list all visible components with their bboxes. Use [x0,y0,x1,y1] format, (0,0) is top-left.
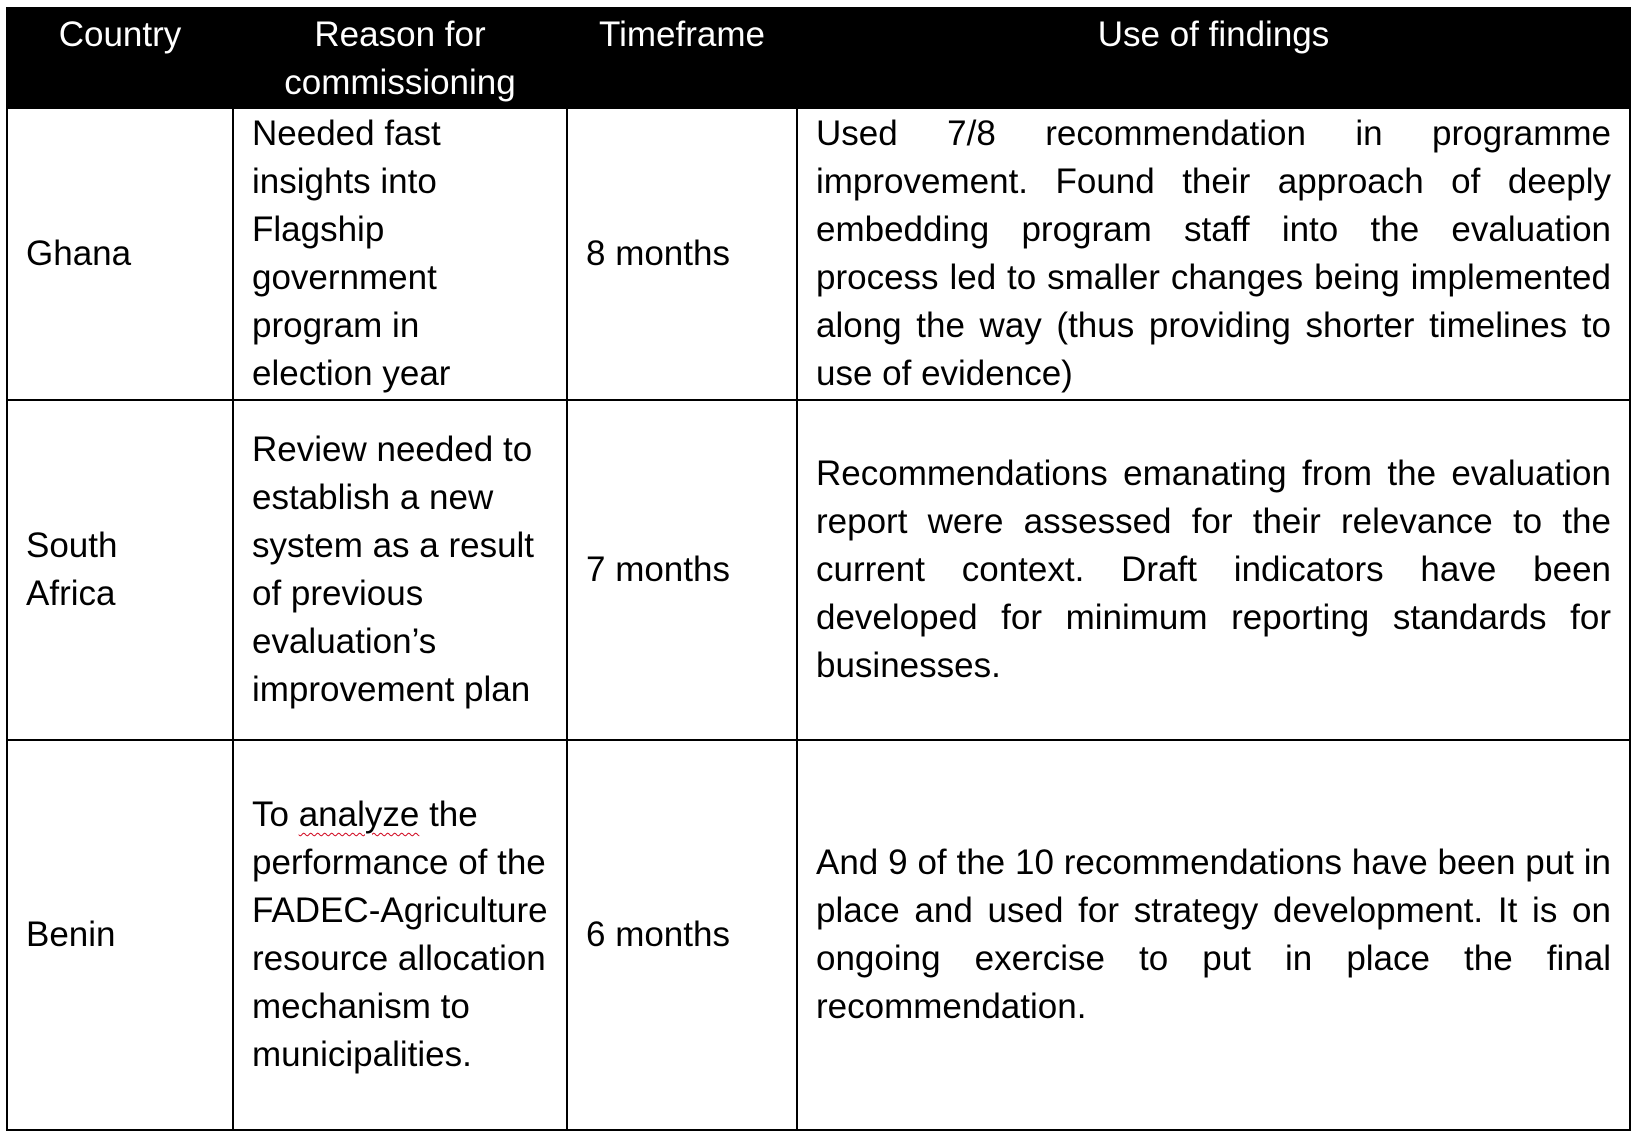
cell-timeframe: 6 months [567,740,797,1130]
cell-country: South Africa [7,400,233,740]
table-row [7,108,1630,400]
cell-use-of-findings: Recommendations emanating from the evaluation report were assessed for their relevance to the current context. Draft indicators have been developed for minimum reporting standards for businesses. [797,400,1630,740]
cell-timeframe: 8 months [567,108,797,400]
table-header [7,8,1630,108]
cell-country: Ghana [7,108,233,400]
table-row [7,740,1630,1130]
cell-use-of-findings: And 9 of the 10 recommendations have been put in place and used for strategy development. It is on ongoing exercise to put in place the final recommendation. [797,740,1630,1130]
findings-table [6,7,1631,1131]
header-use-of-findings: Use of findings [797,8,1630,108]
table-body [7,108,1630,1130]
cell-reason: Needed fast insights into Flagship government program in election year [233,108,567,400]
cell-timeframe: 7 months [567,400,797,740]
cell-use-of-findings: Used 7/8 recommendation in programme improvement. Found their approach of deeply embedding program staff into the evaluation process led to smaller changes being implemented along the way (thus providing shorter timelines to use of evidence) [797,108,1630,400]
cell-reason [233,740,567,1130]
spellcheck-flagged-word: analyze [298,795,420,834]
reason-text-prefix: To [252,795,299,834]
cell-country: Benin [7,740,233,1130]
table-row [7,400,1630,740]
header-row [7,8,1630,108]
reason-text-suffix: the performance of the FADEC-Agriculture resource allocation mechanism to municipalities. [252,795,548,1074]
cell-reason: Review needed to establish a new system as a result of previous evaluation’s improvement plan [233,400,567,740]
header-reason: Reason for commissioning [233,8,567,108]
header-country: Country [7,8,233,108]
header-timeframe: Timeframe [567,8,797,108]
